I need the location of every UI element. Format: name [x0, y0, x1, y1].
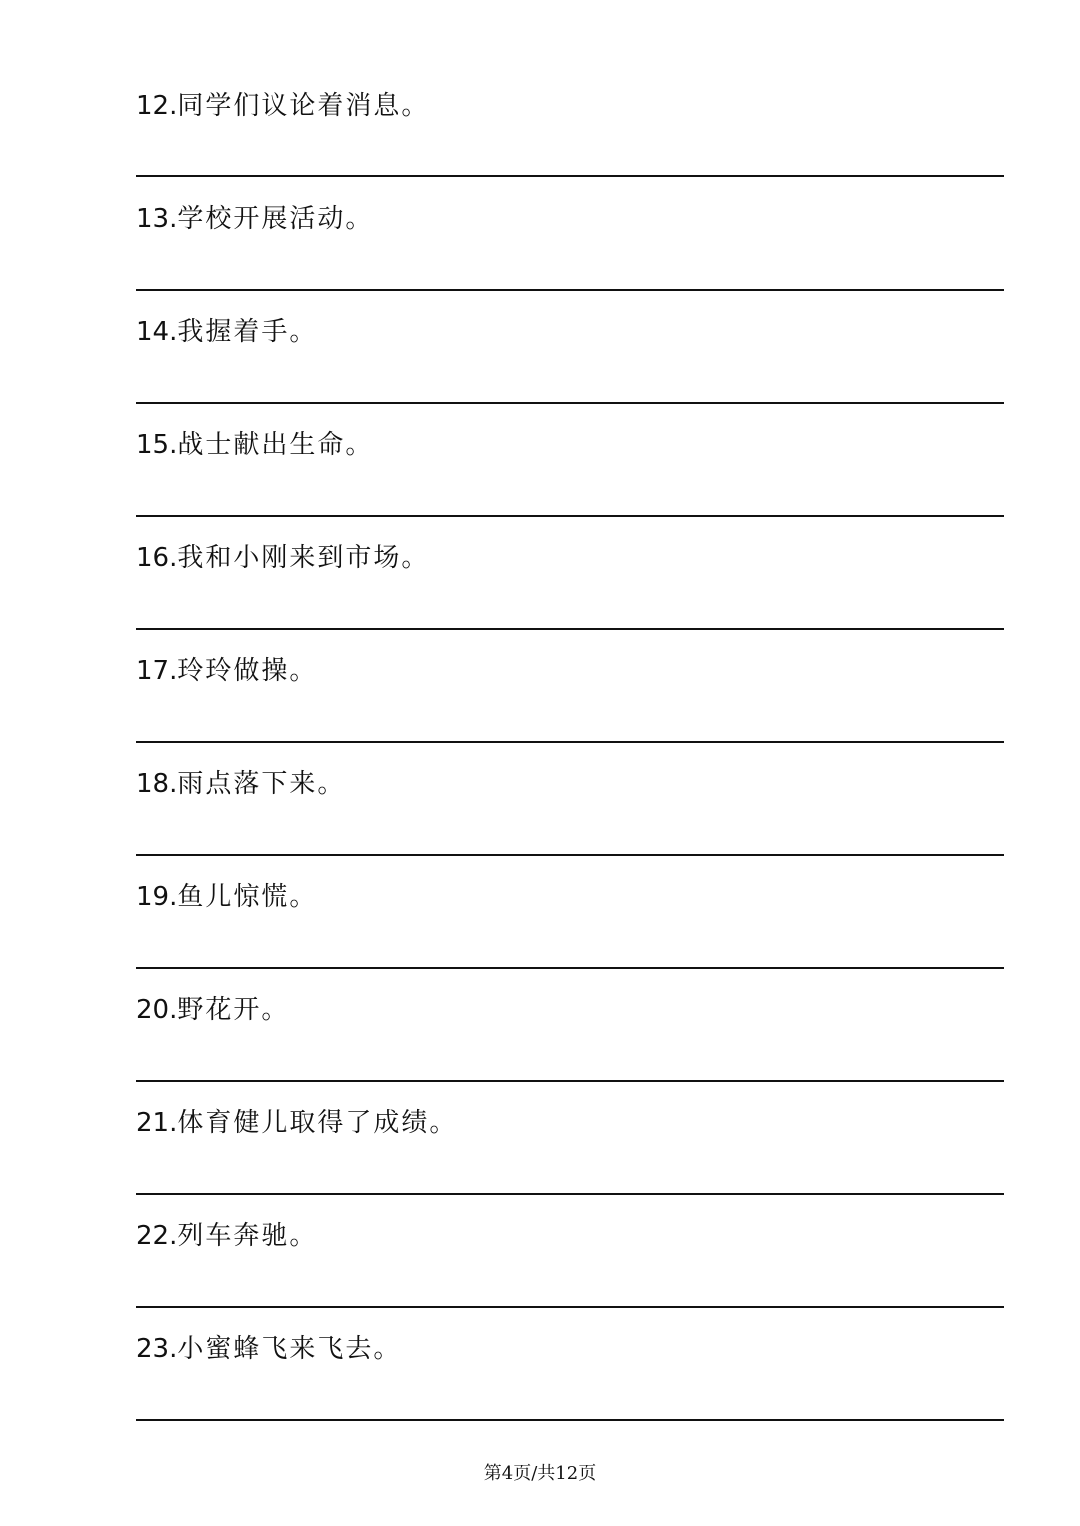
- question-text: [136, 425, 373, 465]
- question-item: [136, 764, 1004, 877]
- question-item: [136, 312, 1004, 425]
- answer-line[interactable]: [136, 1193, 1004, 1195]
- question-text: [136, 990, 289, 1030]
- question-text: [136, 1103, 457, 1143]
- question-item: [136, 425, 1004, 538]
- question-item: [136, 86, 1004, 199]
- question-text: [136, 86, 429, 126]
- question-number: 22.: [136, 1221, 178, 1251]
- answer-line[interactable]: [136, 628, 1004, 630]
- question-sentence: 小蜜蜂飞来飞去。: [177, 1334, 402, 1364]
- question-item: [136, 877, 1004, 990]
- question-sentence: 同学们议论着消息。: [177, 91, 430, 121]
- answer-line[interactable]: [136, 967, 1004, 969]
- question-sentence: 玲玲做操。: [177, 656, 318, 686]
- question-number: 16.: [136, 543, 178, 573]
- question-sentence: 野花开。: [177, 995, 290, 1025]
- question-number: 19.: [136, 882, 178, 912]
- question-sentence: 我和小刚来到市场。: [177, 543, 430, 573]
- answer-line[interactable]: [136, 402, 1004, 404]
- question-number: 21.: [136, 1108, 178, 1138]
- question-item: [136, 1329, 1004, 1442]
- question-sentence: 鱼儿惊慌。: [177, 882, 318, 912]
- question-text: [136, 538, 429, 578]
- question-text: [136, 1216, 317, 1256]
- question-sentence: 体育健儿取得了成绩。: [177, 1108, 458, 1138]
- answer-line[interactable]: [136, 1080, 1004, 1082]
- question-number: 14.: [136, 317, 178, 347]
- answer-line[interactable]: [136, 1419, 1004, 1421]
- question-text: [136, 312, 317, 352]
- question-item: [136, 1216, 1004, 1329]
- question-sentence: 战士献出生命。: [177, 430, 374, 460]
- question-item: [136, 1103, 1004, 1216]
- answer-line[interactable]: [136, 854, 1004, 856]
- question-sentence: 雨点落下来。: [177, 769, 346, 799]
- question-item: [136, 199, 1004, 312]
- question-number: 12.: [136, 91, 178, 121]
- question-item: [136, 651, 1004, 764]
- question-sentence: 我握着手。: [177, 317, 318, 347]
- answer-line[interactable]: [136, 1306, 1004, 1308]
- question-text: [136, 651, 317, 691]
- answer-line[interactable]: [136, 289, 1004, 291]
- question-number: 18.: [136, 769, 178, 799]
- question-number: 17.: [136, 656, 178, 686]
- answer-line[interactable]: [136, 175, 1004, 177]
- question-sentence: 学校开展活动。: [177, 204, 374, 234]
- question-number: 15.: [136, 430, 178, 460]
- question-number: 13.: [136, 204, 178, 234]
- question-text: [136, 199, 373, 239]
- question-item: [136, 538, 1004, 651]
- answer-line[interactable]: [136, 741, 1004, 743]
- answer-line[interactable]: [136, 515, 1004, 517]
- question-number: 23.: [136, 1334, 178, 1364]
- question-text: [136, 764, 345, 804]
- page-number-footer: 第4页/共12页: [483, 1463, 597, 1484]
- question-number: 20.: [136, 995, 178, 1025]
- question-sentence: 列车奔驰。: [177, 1221, 318, 1251]
- question-text: [136, 877, 317, 917]
- question-item: [136, 990, 1004, 1103]
- question-text: [136, 1329, 401, 1369]
